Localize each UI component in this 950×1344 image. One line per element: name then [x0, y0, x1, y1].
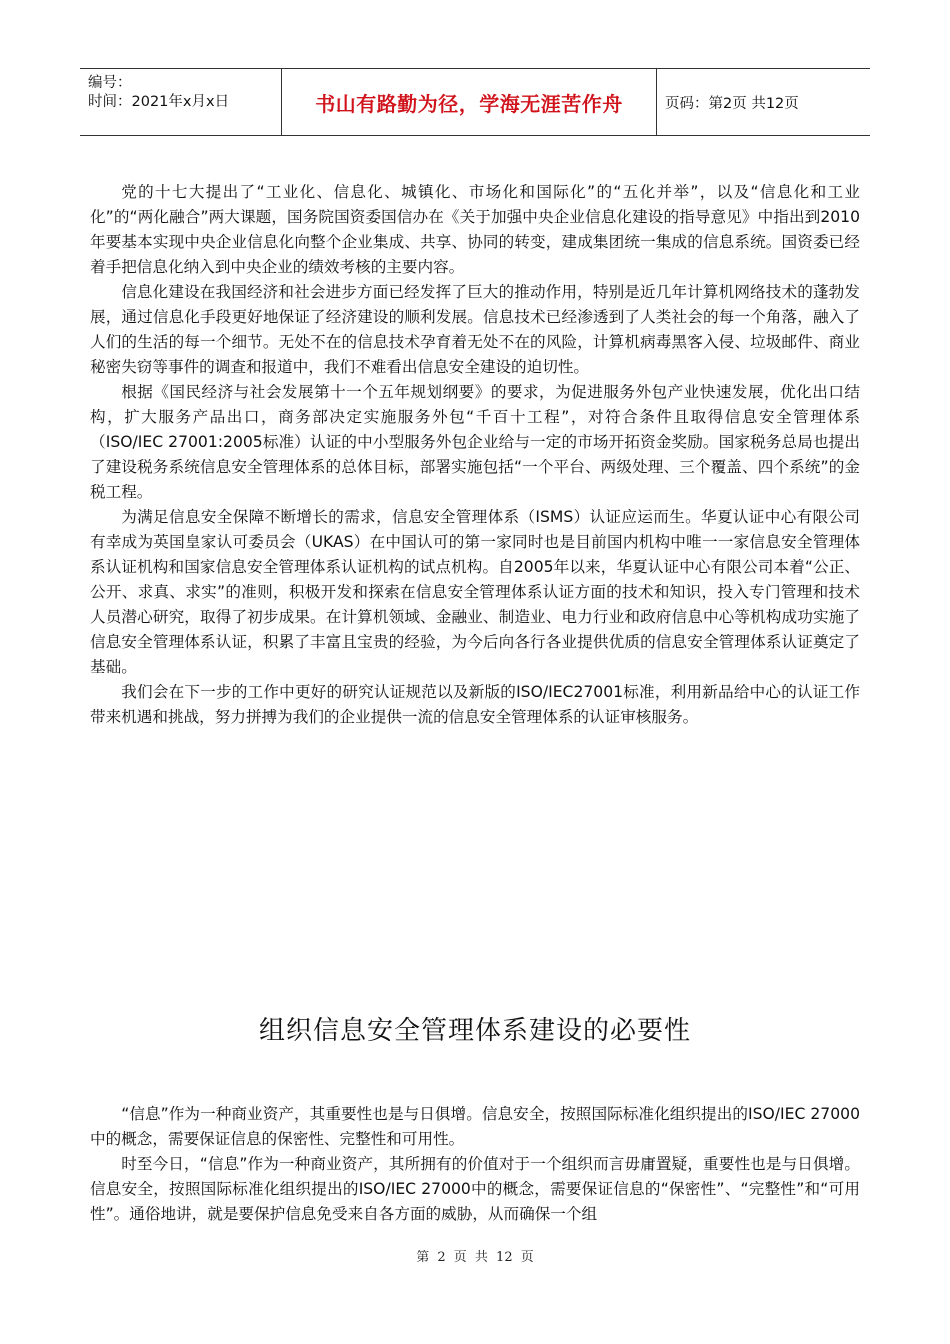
document-header — [80, 68, 870, 136]
body-paragraph: 为满足信息安全保障不断增长的需求，信息安全管理体系（ISMS）认证应运而生。华夏认证中心有限公司有幸成为英国皇家认可委员会（UKAS）在中国认可的第一家同时也是目前国内机构中唯一一家信息安全管理体系认证机构和国家信息安全管理体系认证机构的试点机构。自2005年以来，华夏认证中心有限公司本着“公正、公开、求真、求实”的准则，积极开发和探索在信息安全管理体系认证方面的技术和知识，投入专门管理和技术人员潜心研究，取得了初步成果。在计算机领域、金融业、制造业、电力行业和政府信息中心等机构成功实施了信息安全管理体系认证，积累了丰富且宝贵的经验，为今后向各行各业提供优质的信息安全管理体系认证奠定了基础。 — [90, 508, 860, 676]
document-date: 时间：2021年x月x日 — [88, 94, 230, 110]
header-page-info: 页码：第2页 共12页 — [665, 95, 799, 112]
body-paragraph: 根据《国民经济与社会发展第十一个五年规划纲要》的要求，为促进服务外包产业快速发展，优化出口结构，扩大服务产品出口，商务部决定实施服务外包“千百十工程”，对符合条件且取得信息安全管理体系（ISO/IEC 27001:2005标准）认证的中小型服务外包企业给与一定的市场开拓资金奖励。国家税务总局也提出了建设税务系统信息安全管理体系的总体目标，部署实施包括“一个平台、两级处理、三个覆盖、四个系统”的金税工程。 — [90, 383, 860, 501]
page-footer: 第 2 页 共 12 页 — [416, 1250, 534, 1265]
document-number-label: 编号： — [88, 75, 132, 91]
body-text — [90, 180, 860, 730]
header-page-info-cell — [657, 69, 870, 135]
section-title: 组织信息安全管理体系建设的必要性 — [258, 1016, 691, 1046]
header-motto-cell — [282, 69, 657, 135]
section-paragraph: “信息”作为一种商业资产，其重要性也是与日俱增。信息安全，按照国际标准化组织提出的ISO/IEC 27000中的概念，需要保证信息的保密性、完整性和可用性。 — [90, 1105, 860, 1148]
body-paragraph: 我们会在下一步的工作中更好的研究认证规范以及新版的ISO/IEC27001标准，利用新品给中心的认证工作带来机遇和挑战，努力拼搏为我们的企业提供一流的信息安全管理体系的认证审核服务。 — [90, 683, 860, 726]
header-motto: 书山有路勤为径，学海无涯苦作舟 — [315, 91, 623, 116]
section-text — [90, 1102, 860, 1227]
body-paragraph: 党的十七大提出了“工业化、信息化、城镇化、市场化和国际化”的“五化并举”，以及“信息化和工业化”的“两化融合”两大课题，国务院国资委国信办在《关于加强中央企业信息化建设的指导意见》中指出到2010年要基本实现中央企业信息化向整个企业集成、共享、协同的转变，建成集团统一集成的信息系统。国资委已经着手把信息化纳入到中央企业的绩效考核的主要内容。 — [90, 183, 860, 276]
header-meta — [80, 69, 282, 135]
section-paragraph: 时至今日，“信息”作为一种商业资产，其所拥有的价值对于一个组织而言毋庸置疑，重要性也是与日俱增。信息安全，按照国际标准化组织提出的ISO/IEC 27000中的概念，需要保证信息的“保密性”、“完整性”和“可用性”。通俗地讲，就是要保护信息免受来自各方面的威胁，从而确保一个组 — [90, 1155, 860, 1223]
body-paragraph: 信息化建设在我国经济和社会进步方面已经发挥了巨大的推动作用，特别是近几年计算机网络技术的蓬勃发展，通过信息化手段更好地保证了经济建设的顺利发展。信息技术已经渗透到了人类社会的每一个角落，融入了人们的生活的每一个细节。无处不在的信息技术孕育着无处不在的风险，计算机病毒黑客入侵、垃圾邮件、商业秘密失窃等事件的调查和报道中，我们不难看出信息安全建设的迫切性。 — [90, 283, 860, 376]
